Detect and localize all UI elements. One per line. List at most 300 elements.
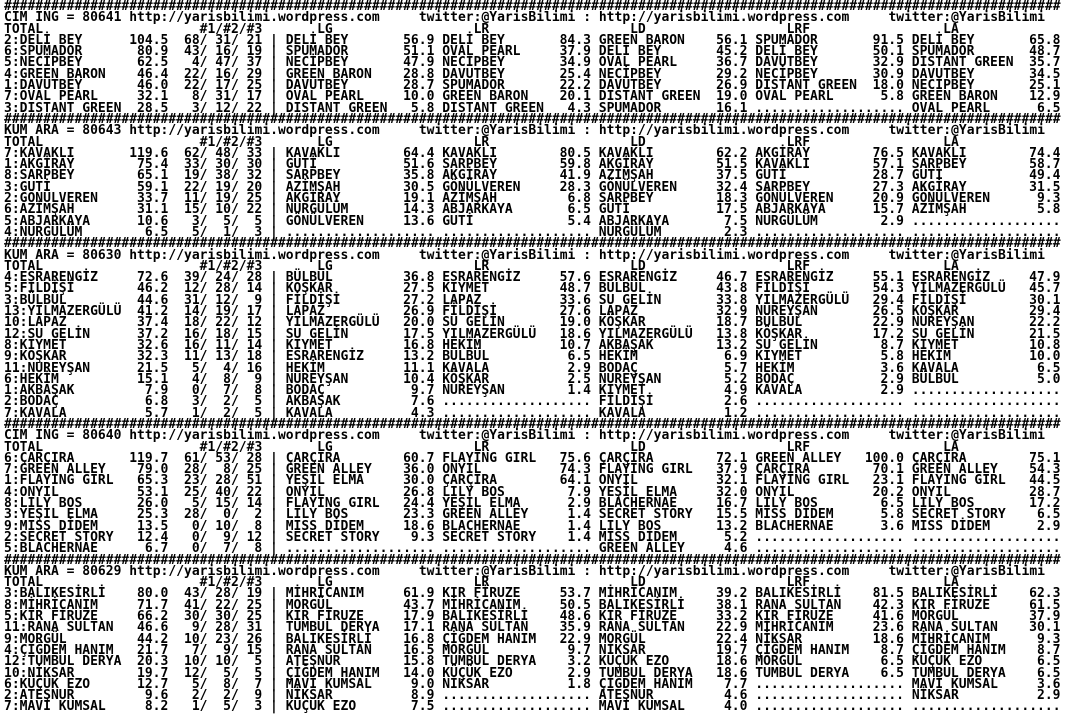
lr-value: 10.7 xyxy=(559,337,591,353)
lg-name: GREEN ALLEY xyxy=(285,462,372,478)
ld-name: KIYMET xyxy=(598,383,646,399)
lr-value: 35.9 xyxy=(559,620,591,636)
second-count: 0 xyxy=(223,507,231,523)
lrf-name: DISTANT GREEN xyxy=(755,78,858,94)
la-name: MAVİ KUMSAL xyxy=(911,676,998,692)
lg-value: 30.0 xyxy=(403,473,435,489)
lr-name: LAPAZ xyxy=(442,292,482,308)
lrf-value: 91.5 xyxy=(872,32,904,48)
ld-name: SECRET STORY xyxy=(598,507,693,523)
lrf-value: 57.1 xyxy=(872,157,904,173)
empty-field: ................... xyxy=(442,405,591,421)
ld-value: 19.0 xyxy=(716,89,748,105)
lr-value: 48.6 xyxy=(559,609,591,625)
first-count: 9 xyxy=(191,620,200,636)
total-value: 65.3 xyxy=(137,473,169,489)
la-value: 17.2 xyxy=(1029,496,1061,512)
lr-value: 3.2 xyxy=(567,654,591,670)
lg-name: GUTİ xyxy=(285,157,318,173)
lg-name: AKBAŞAK xyxy=(285,394,341,410)
blog-url: http://yarisbilimi.wordpress.com xyxy=(129,10,380,26)
first-count: 62 xyxy=(184,145,200,161)
col-header-lg: LG xyxy=(317,134,333,150)
ld-value: 7.5 xyxy=(723,213,748,229)
lg-name: YILMAZERGÜLÜ xyxy=(285,315,380,331)
empty-field: ................... xyxy=(911,405,1061,421)
lg-value: 36.8 xyxy=(403,270,435,286)
twitter-handle-2: twitter:@YarisBilimi xyxy=(888,428,1045,444)
lr-name: BALIKESİRLİ xyxy=(442,609,529,625)
total-value: 32.6 xyxy=(137,337,169,353)
lrf-name: RANA SULTAN xyxy=(755,597,842,613)
second-count: 22 xyxy=(215,597,231,613)
lg-name: AKGİRAY xyxy=(285,191,341,207)
lg-name: BALIKESİRLİ xyxy=(285,631,372,647)
second-count: 28 xyxy=(215,473,231,489)
lrf-value: 30.9 xyxy=(872,66,904,82)
table-row: 2:SECRET STORY 12.4 0/ 9/ 12 | SECRET STORY 9.3 SECRET STORY 1.4 MISS DİDEM 5.2 ................... ................... xyxy=(4,529,1061,545)
empty-field: ................... xyxy=(755,405,904,421)
total-value: 12.7 xyxy=(137,676,169,692)
ld-value: 7.7 xyxy=(723,676,748,692)
ld-value: 45.2 xyxy=(716,44,748,60)
lr-name: FİLDİŞİ xyxy=(442,304,498,320)
first-count: 43 xyxy=(184,44,200,60)
lr-value: 48.7 xyxy=(559,281,591,297)
table-row: 4:GREEN BARON 46.4 22/ 16/ 29 | GREEN BARON 28.8 DAVUTBEY 25.4 NECİPBEY 29.2 NECİPBEY 30.9 DAVUTBEY 34.5 xyxy=(4,66,1061,82)
section-title: KUM ARA = 80630 xyxy=(4,247,122,263)
lr-name: HEKİM xyxy=(442,337,482,353)
empty-field: ................... xyxy=(755,100,904,116)
lg-name: MORGÜL xyxy=(285,597,333,613)
table-row: 12:TUMBUL DERYA 20.3 10/ 10/ 5 | ATEŞNUR 15.8 TUMBUL DERYA 3.2 KÜÇÜK EZO 18.6 MORGÜL 6.5 KÜÇÜK EZO 6.5 xyxy=(4,654,1061,670)
horse-rank-name: 3:GUTİ xyxy=(4,179,51,195)
lg-name: ESRARENGİZ xyxy=(285,349,364,365)
la-value: 30.1 xyxy=(1029,292,1061,308)
total-value: 37.4 xyxy=(137,315,169,331)
col-header-lr: LR xyxy=(473,134,490,150)
third-count: 22 xyxy=(246,202,263,218)
la-name: ÇARÇIRA xyxy=(911,450,967,466)
empty-field: ................... xyxy=(755,541,905,557)
lr-name: GUTİ xyxy=(442,213,474,229)
table-row: 7:GREEN ALLEY 79.0 28/ 8/ 25 | GREEN ALLEY 36.0 ONYIL 74.3 FLAYING GIRL 37.9 ÇARÇIRA 70.1 GREEN ALLEY 54.3 xyxy=(4,462,1061,478)
lg-value: 28.7 xyxy=(403,78,435,94)
lg-name: GÖNÜLVEREN xyxy=(285,213,364,229)
lrf-name: KÖŞKAR xyxy=(755,326,803,342)
lrf-name: BLACHERNAE xyxy=(755,518,834,534)
la-name: ESRARENGİZ xyxy=(911,270,991,286)
la-value: 65.8 xyxy=(1029,32,1061,48)
la-value: 44.5 xyxy=(1029,473,1061,489)
ld-name: AKGİRAY xyxy=(598,157,654,173)
second-count: 48 xyxy=(215,145,231,161)
lr-value: 22.9 xyxy=(559,631,591,647)
lg-name: SARPBEY xyxy=(285,168,341,184)
second-count: 40 xyxy=(215,484,231,500)
first-count: 5 xyxy=(191,676,200,692)
table-row: 5:KIR FİRUZE 66.2 30/ 30/ 25 | KIR FİRUZE 17.9 BALIKESİRLİ 48.6 KIR FİRUZE 33.2 KIR FİRUZE 41.6 MORGÜL 37.9 xyxy=(4,609,1061,625)
lr-name: KAVAKLI xyxy=(442,145,498,161)
lr-name: GREEN ALLEY xyxy=(442,507,529,523)
first-count: 31 xyxy=(184,292,200,308)
lr-value: 1.4 xyxy=(567,529,591,545)
la-name: SARPBEY xyxy=(911,157,967,173)
ld-value: 32.1 xyxy=(716,473,748,489)
ld-name: SPUMADOR xyxy=(598,100,662,116)
second-count: 47 xyxy=(215,55,231,71)
ld-value: 4.6 xyxy=(723,688,748,704)
horse-rank-name: 5:BLACHERNAE xyxy=(4,541,98,557)
la-name: FİLDİŞİ xyxy=(911,292,967,308)
second-count: 9 xyxy=(223,529,231,545)
total-value: 31.1 xyxy=(137,202,169,218)
col-header-places: #1/#2/#3 xyxy=(199,575,263,591)
lg-value: 17.1 xyxy=(403,620,435,636)
lg-name: MAVİ KUMSAL xyxy=(285,676,372,692)
horse-rank-name: 7:KAVALA xyxy=(4,405,67,421)
total-value: 119.6 xyxy=(129,145,169,161)
ld-value: 56.1 xyxy=(716,32,748,48)
section-divider: ####################################################################################################################################### xyxy=(4,416,1061,432)
first-count: 4 xyxy=(191,371,200,387)
second-count: 38 xyxy=(215,168,231,184)
section-header: KUM ARA = 80629 http://yarisbilimi.wordpress.com twitter:@YarisBilimi : http://yarisbilimi.wordpress.com twitter:@YarisBilimi xyxy=(4,563,1045,579)
lr-value: 80.5 xyxy=(559,145,591,161)
ld-value: 2.3 xyxy=(723,224,748,240)
lg-value: 17.5 xyxy=(403,326,435,342)
col-header-la: LA xyxy=(943,258,959,274)
horse-rank-name: 6:KÜÇÜK EZO xyxy=(4,676,91,692)
second-count: 30 xyxy=(215,157,231,173)
lg-value: 9.7 xyxy=(410,383,435,399)
la-name: SECRET STORY xyxy=(911,507,1006,523)
first-count: 15 xyxy=(184,202,200,218)
lr-name: NECİPBEY xyxy=(442,55,505,71)
lg-name: DISTANT GREEN xyxy=(285,100,388,116)
ld-value: 5.2 xyxy=(723,529,748,545)
lr-value: 22.2 xyxy=(559,78,591,94)
lr-value: 50.5 xyxy=(559,597,591,613)
lg-name: MISS DİDEM xyxy=(285,518,364,534)
col-header-lg: LG xyxy=(317,439,333,455)
table-row: 7:MAVİ KUMSAL 8.2 1/ 5/ 3 | KÜÇÜK EZO 7.5 ................... MAVİ KUMSAL 4.0 ................... ................... xyxy=(4,699,1061,714)
ld-name: BLACHERNAE xyxy=(598,496,678,512)
total-value: 12.4 xyxy=(137,529,169,545)
third-count: 8 xyxy=(254,541,263,557)
lg-value: 16.5 xyxy=(403,642,435,658)
la-value: 10.0 xyxy=(1029,349,1061,365)
lg-value: 8.9 xyxy=(410,688,435,704)
lr-name: GÖNÜLVEREN xyxy=(442,179,521,195)
lrf-value: 29.4 xyxy=(872,292,904,308)
ld-name: BODAÇ xyxy=(598,360,638,376)
lr-name: YILMAZERGÜLÜ xyxy=(442,326,537,342)
ld-name: GUTİ xyxy=(598,202,631,218)
la-value: 12.9 xyxy=(1029,89,1061,105)
lr-value: 59.8 xyxy=(559,157,591,173)
la-name: HEKİM xyxy=(911,349,951,365)
total-value: 19.7 xyxy=(137,665,169,681)
empty-field: ................... xyxy=(755,224,905,240)
horse-rank-name: 4:ÇİĞDEM HANIM xyxy=(4,642,114,658)
empty-field: ................... xyxy=(911,394,1061,410)
ld-name: LAPAZ xyxy=(598,304,638,320)
second-count: 19 xyxy=(215,304,231,320)
ld-value: 18.6 xyxy=(716,665,748,681)
lg-value: 5.8 xyxy=(410,100,435,116)
lrf-value: 18.6 xyxy=(872,631,904,647)
ld-name: MORGÜL xyxy=(598,631,646,647)
la-name: KAVALA xyxy=(911,360,959,376)
empty-field: ................... xyxy=(911,383,1061,399)
ld-value: 18.7 xyxy=(716,315,748,331)
la-value: 6.5 xyxy=(1036,665,1061,681)
second-count: 5 xyxy=(223,213,231,229)
ld-value: 46.7 xyxy=(716,270,748,286)
first-count: 28 xyxy=(184,462,200,478)
ld-name: MAVİ KUMSAL xyxy=(598,699,685,714)
table-row: 9:MORGÜL 44.2 10/ 23/ 26 | BALIKESİRLİ 16.8 ÇİĞDEM HANIM 22.9 MORGÜL 22.4 NİKSAR 18.6 MİHRİCANIM 9.3 xyxy=(4,631,1061,647)
total-value: 7.9 xyxy=(144,383,169,399)
ld-value: 19.7 xyxy=(716,642,748,658)
col-header-lr: LR xyxy=(473,439,490,455)
lr-name: SARPBEY xyxy=(442,157,498,173)
total-value: 119.7 xyxy=(129,450,169,466)
lg-value: 56.9 xyxy=(403,32,435,48)
lg-value: 23.3 xyxy=(403,507,435,523)
ld-name: YEŞİL ELMA xyxy=(598,484,678,500)
horse-rank-name: 4:GREEN BARON xyxy=(4,66,106,82)
second-count: 8 xyxy=(223,371,231,387)
twitter-handle: twitter:@YarisBilimi xyxy=(418,10,576,26)
first-count: 0 xyxy=(191,518,200,534)
horse-rank-name: 3:YEŞİL ELMA xyxy=(4,507,98,523)
section-divider: ####################################################################################################################################### xyxy=(4,111,1061,127)
la-value: 61.5 xyxy=(1029,597,1061,613)
table-row: 4:ONYIL 53.1 25/ 40/ 22 | ONYIL 26.8 LILY BOS 7.9 YEŞİL ELMA 32.0 ONYIL 20.2 ONYIL 28.7 xyxy=(4,484,1061,500)
lr-name: RANA SULTAN xyxy=(442,620,529,636)
third-count: 12 xyxy=(246,315,263,331)
lg-value: 43.7 xyxy=(403,597,435,613)
total-value: 46.6 xyxy=(137,620,169,636)
first-count: 22 xyxy=(184,78,200,94)
horse-rank-name: 10:LAPAZ xyxy=(4,315,67,331)
la-value: 10.8 xyxy=(1029,337,1061,353)
lg-value: 60.7 xyxy=(403,450,435,466)
col-header-total: TOTAL xyxy=(4,134,44,150)
la-name: FLAYING GIRL xyxy=(911,473,1006,489)
horse-rank-name: 1:AKGİRAY xyxy=(4,157,75,173)
second-count: 15 xyxy=(215,496,231,512)
horse-rank-name: 2:BODAÇ xyxy=(4,394,59,410)
third-count: 29 xyxy=(246,66,263,82)
total-value: 20.3 xyxy=(137,654,169,670)
total-value: 44.2 xyxy=(137,631,169,647)
la-value: 22.2 xyxy=(1029,315,1061,331)
third-count: 8 xyxy=(254,518,263,534)
col-header-places: #1/#2/#3 xyxy=(199,134,263,150)
table-row: 3:BALIKESİRLİ 80.0 43/ 28/ 19 | MİHRİCANIM 61.9 KIR FİRUZE 53.7 MİHRİCANIM 39.2 BALIKESİRLİ 81.5 BALIKESİRLİ 62.3 xyxy=(4,586,1061,602)
ld-name: BÜLBÜL xyxy=(598,281,646,297)
horse-rank-name: 11:NUREYŞAN xyxy=(4,360,91,376)
lr-value: 1.4 xyxy=(567,507,591,523)
la-name: GÖNÜLVEREN xyxy=(911,191,991,207)
lr-name: KÜÇÜK EZO xyxy=(442,665,513,681)
ld-value: 13.8 xyxy=(716,326,748,342)
ld-name: FİLDİŞİ xyxy=(598,394,654,410)
lr-name: ESRARENGİZ xyxy=(442,270,521,286)
horse-rank-name: 6:SPUMADOR xyxy=(4,44,83,60)
first-count: 0 xyxy=(191,383,200,399)
horse-rank-name: 9:MISS DİDEM xyxy=(4,518,98,534)
race-section xyxy=(4,238,1077,419)
third-count: 33 xyxy=(246,145,263,161)
lg-value: 18.6 xyxy=(403,518,435,534)
lg-value: 64.4 xyxy=(403,145,435,161)
col-header-lr: LR xyxy=(473,575,490,591)
blog-url: http://yarisbilimi.wordpress.com xyxy=(129,247,380,263)
first-count: 5 xyxy=(191,360,200,376)
col-header-la: LA xyxy=(943,134,959,150)
lrf-value: 20.2 xyxy=(872,484,904,500)
la-value: 35.7 xyxy=(1029,55,1061,71)
twitter-handle: twitter:@YarisBilimi xyxy=(418,563,576,579)
ld-value: 17.5 xyxy=(716,202,748,218)
lg-value: 9.0 xyxy=(410,676,435,692)
first-count: 25 xyxy=(184,484,200,500)
third-count: 17 xyxy=(246,304,263,320)
lg-value: 10.4 xyxy=(403,371,435,387)
lrf-value: 70.1 xyxy=(872,462,904,478)
second-count: 31 xyxy=(215,32,231,48)
table-row: 4:ESRARENGİZ 72.6 39/ 24/ 28 | BÜLBÜL 36.8 ESRARENGİZ 57.6 ESRARENGİZ 46.7 ESRARENGİZ 55.1 ESRARENGİZ 47.9 xyxy=(4,270,1061,286)
first-count: 12 xyxy=(184,665,200,681)
first-count: 10 xyxy=(184,631,200,647)
table-row: 1:AKBAŞAK 7.9 0/ 7/ 8 | BODAÇ 9.7 NUREYŞAN 1.4 KIYMET 4.9 KAVALA 2.9 ................... xyxy=(4,383,1061,399)
empty-field: ................... xyxy=(755,676,904,692)
lr-value: 28.3 xyxy=(559,179,591,195)
total-value: 10.6 xyxy=(137,213,169,229)
lg-name: NECİPBEY xyxy=(285,55,349,71)
table-row: 2:GÖNÜLVEREN 33.7 11/ 19/ 25 | AKGİRAY 19.1 AZİMŞAH 6.8 SARPBEY 18.3 GÖNÜLVEREN 20.9 GÖNÜLVEREN 9.3 xyxy=(4,191,1061,207)
la-name: TUMBUL DERYA xyxy=(911,665,1006,681)
table-row: 1:FLAYING GIRL 65.3 23/ 28/ 51 | YEŞİL ELMA 30.0 ÇARÇIRA 64.1 ONYIL 32.1 FLAYING GIRL 23.1 FLAYING GIRL 44.5 xyxy=(4,473,1061,489)
horse-rank-name: 7:KAVAKLI xyxy=(4,145,75,161)
lrf-value: 28.7 xyxy=(872,168,904,184)
lrf-name: HEKİM xyxy=(755,360,795,376)
third-count: 3 xyxy=(254,699,263,714)
la-name: GREEN BARON xyxy=(911,89,998,105)
la-name: BÜLBÜL xyxy=(911,371,959,387)
first-count: 14 xyxy=(184,304,200,320)
lr-name: NİKSAR xyxy=(442,676,490,692)
third-count: 8 xyxy=(254,383,263,399)
twitter-handle-2: twitter:@YarisBilimi xyxy=(888,123,1045,139)
twitter-handle: twitter:@YarisBilimi xyxy=(418,247,576,263)
second-count: 53 xyxy=(215,450,231,466)
col-header-places: #1/#2/#3 xyxy=(199,21,263,37)
blog-url-2: http://yarisbilimi.wordpress.com xyxy=(598,563,850,579)
second-count: 19 xyxy=(215,191,231,207)
ld-value: 1.2 xyxy=(723,405,748,421)
la-value: 49.4 xyxy=(1029,168,1061,184)
ld-name: ESRARENGİZ xyxy=(598,270,678,286)
lrf-name: BALIKESİRLİ xyxy=(755,586,842,602)
total-value: 80.9 xyxy=(137,44,169,60)
la-value: 37.9 xyxy=(1029,609,1061,625)
race-section xyxy=(4,111,1077,240)
lg-name: NUREYŞAN xyxy=(285,371,349,387)
la-value: 6.5 xyxy=(1036,360,1061,376)
col-header-total: TOTAL xyxy=(4,21,44,37)
col-header-ld: LD xyxy=(630,439,646,455)
first-count: 3 xyxy=(191,213,200,229)
lrf-value: 50.1 xyxy=(872,44,904,60)
section-divider: ####################################################################################################################################### xyxy=(4,0,1061,14)
col-header-la: LA xyxy=(943,439,959,455)
total-value: 59.1 xyxy=(137,179,169,195)
lg-value: 14.0 xyxy=(403,665,435,681)
third-count: 20 xyxy=(246,179,263,195)
table-row: 5:ABJARKAYA 10.6 3/ 5/ 5 | GÖNÜLVEREN 13.6 GUTİ 5.4 ABJARKAYA 7.5 NURGÜLÜM 2.9 ................... xyxy=(4,213,1061,229)
section-title: CIM ING = 80641 xyxy=(4,10,122,26)
ld-value: 15.5 xyxy=(716,507,748,523)
lrf-name: KAVALA xyxy=(755,383,803,399)
lr-name: DAVUTBEY xyxy=(442,66,505,82)
la-value: 8.7 xyxy=(1036,642,1061,658)
lr-name: BLACHERNAE xyxy=(442,518,521,534)
first-count: 16 xyxy=(184,337,200,353)
lrf-name: GREEN ALLEY xyxy=(755,450,842,466)
third-count: 9 xyxy=(254,292,263,308)
la-value: 6.5 xyxy=(1037,100,1061,116)
la-value: 29.4 xyxy=(1029,304,1061,320)
horse-rank-name: 6:ÇARÇIRA xyxy=(4,450,75,466)
lrf-value: 32.9 xyxy=(872,55,904,71)
lrf-value: 81.5 xyxy=(872,586,904,602)
ld-name: SARPBEY xyxy=(598,191,654,207)
total-value: 8.2 xyxy=(144,699,169,714)
lr-name: KIR FİRUZE xyxy=(442,586,521,602)
la-value: 9.3 xyxy=(1036,631,1061,647)
lg-value: 4.3 xyxy=(410,405,435,421)
second-count: 22 xyxy=(215,315,231,331)
la-name: KIYMET xyxy=(911,337,959,353)
section-title: KUM ARA = 80629 xyxy=(4,563,122,579)
second-count: 30 xyxy=(215,609,231,625)
total-value: 21.5 xyxy=(137,360,169,376)
twitter-handle-2: twitter:@YarisBilimi xyxy=(888,10,1045,26)
lrf-name: AKGİRAY xyxy=(755,145,811,161)
first-count: 1 xyxy=(191,405,200,421)
lrf-value: 20.9 xyxy=(872,191,904,207)
empty-field: ................... xyxy=(911,213,1061,229)
la-value: 5.0 xyxy=(1036,371,1061,387)
col-header-la: LA xyxy=(943,21,959,37)
lr-name: DELİ BEY xyxy=(442,32,505,48)
third-count: 3 xyxy=(254,224,263,240)
blog-url: http://yarisbilimi.wordpress.com xyxy=(129,123,380,139)
second-count: 16 xyxy=(215,44,231,60)
lrf-name: KIR FİRUZE xyxy=(755,609,834,625)
lg-name: KIR FİRUZE xyxy=(285,609,364,625)
second-count: 31 xyxy=(215,89,231,105)
third-count: 30 xyxy=(246,157,263,173)
second-count: 16 xyxy=(215,66,231,82)
lr-value: 75.6 xyxy=(559,450,591,466)
lg-name: YEŞİL ELMA xyxy=(285,473,364,489)
